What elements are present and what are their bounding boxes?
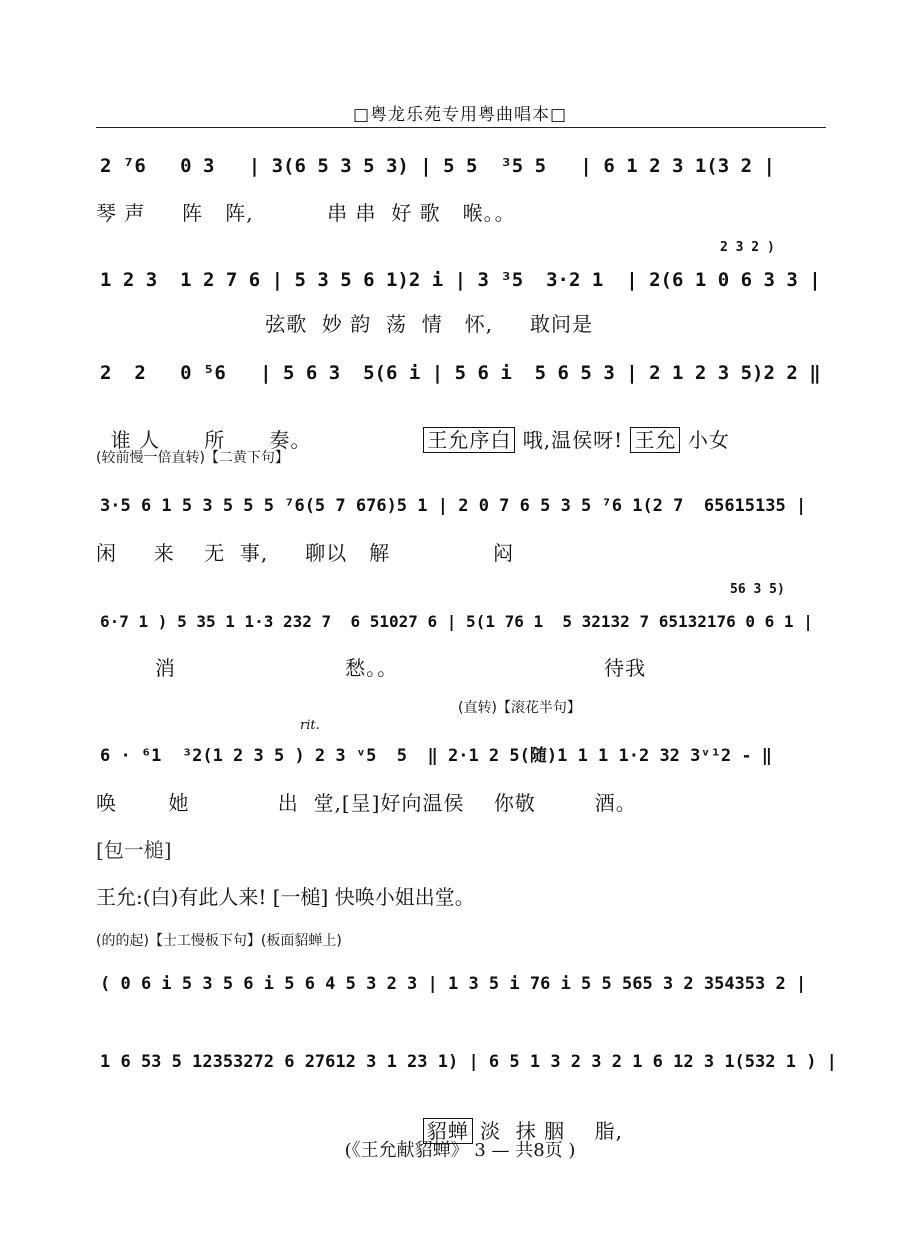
tempo-note-line-6: (直转)【滚花半句】: [458, 700, 581, 716]
upper-notation-line-2: 2 3 2 ): [720, 240, 775, 255]
speaker-box-2: 王允: [630, 427, 680, 453]
page-footer: (《王允献貂蝉》 3 — 共8页 ): [344, 1140, 576, 1161]
tempo-note-line-4: (较前慢一倍直转)【二黄下句】: [96, 450, 289, 466]
section-note: (的的起)【士工慢板下句】(板面貂蝉上): [96, 933, 342, 949]
ritardando-mark: rit.: [300, 718, 320, 733]
notation-line-8: 1 6 53 5 12353272 6 27612 3 1 23 1) | 6 5 1 3 2 3 2 1 6 12 3 1(532 1 ) |: [100, 1052, 837, 1072]
lyrics-line-3-c: 小女: [680, 428, 730, 452]
lyrics-line-4: 闲 来 无 事, 聊以 解 闷: [96, 541, 515, 565]
lyrics-line-1: 琴 声 阵 阵, 串 串 好 歌 喉。。: [96, 201, 516, 225]
page-header-title: □粤龙乐苑专用粤曲唱本□: [352, 105, 568, 125]
lyrics-line-6: 唤 她 出 堂,[呈]好向温侯 你敬 酒。: [96, 791, 637, 815]
notation-line-1: 2 ⁷6 0 3 | 3(6 5 3 5 3) | 5 5 ³5 5 | 6 1 2 3 1(3 2 |: [100, 155, 775, 177]
lyrics-line-2: 弦歌 妙 韵 荡 情 怀, 敢问是: [96, 312, 593, 336]
percussion-cue: [包一槌]: [96, 838, 172, 862]
notation-line-6: 6 · ⁶1 ³2(1 2 3 5 ) 2 3 ᵛ5 5 ‖ 2·1 2 5(随)1 1 1 1·2 32 3ᵛ¹2 - ‖: [100, 746, 773, 766]
notation-line-3: 2 2 0 ⁵6 | 5 6 3 5(6 i | 5 6 i 5 6 5 3 | 2 1 2 3 5)2 2 ‖: [100, 362, 821, 384]
speaker-box-1: 王允序白: [423, 427, 515, 453]
notation-line-5: 6·7 1 ) 5 35 1 1·3 232 7 6 51027 6 | 5(1 76 1 5 32132 7 65132176 0 6 1 |: [100, 612, 813, 631]
notation-line-2: 1 2 3 1 2 7 6 | 5 3 5 6 1)2 i | 3 ³5 3·2 1 | 2(6 1 0 6 3 3 |: [100, 269, 821, 291]
dialogue-line: 王允:(白)有此人来! [一槌] 快唤小姐出堂。: [96, 885, 475, 909]
notation-line-4: 3·5 6 1 5 3 5 5 5 ⁷6(5 7 676)5 1 | 2 0 7 6 5 3 5 ⁷6 1(2 7 65615135 |: [100, 496, 807, 516]
lyrics-line-3-a: 谁 人 所 奏。: [110, 428, 312, 452]
lyrics-line-5: 消 愁。。 待我: [96, 656, 647, 680]
lyrics-line-8-text: 淡 抹 胭 脂,: [472, 1119, 623, 1143]
lyrics-line-3-b: 哦,温侯呀!: [515, 428, 631, 452]
speaker-box-3: 貂蝉: [423, 1118, 473, 1144]
header-rule: [96, 127, 826, 128]
lyrics-line-3: [96, 400, 730, 453]
upper-notation-line-5: 56 3 5): [730, 582, 785, 597]
notation-line-7: ( 0 6 i 5 3 5 6 i 5 6 4 5 3 2 3 | 1 3 5 i 76 i 5 5 565 3 2 354353 2 |: [100, 974, 807, 994]
